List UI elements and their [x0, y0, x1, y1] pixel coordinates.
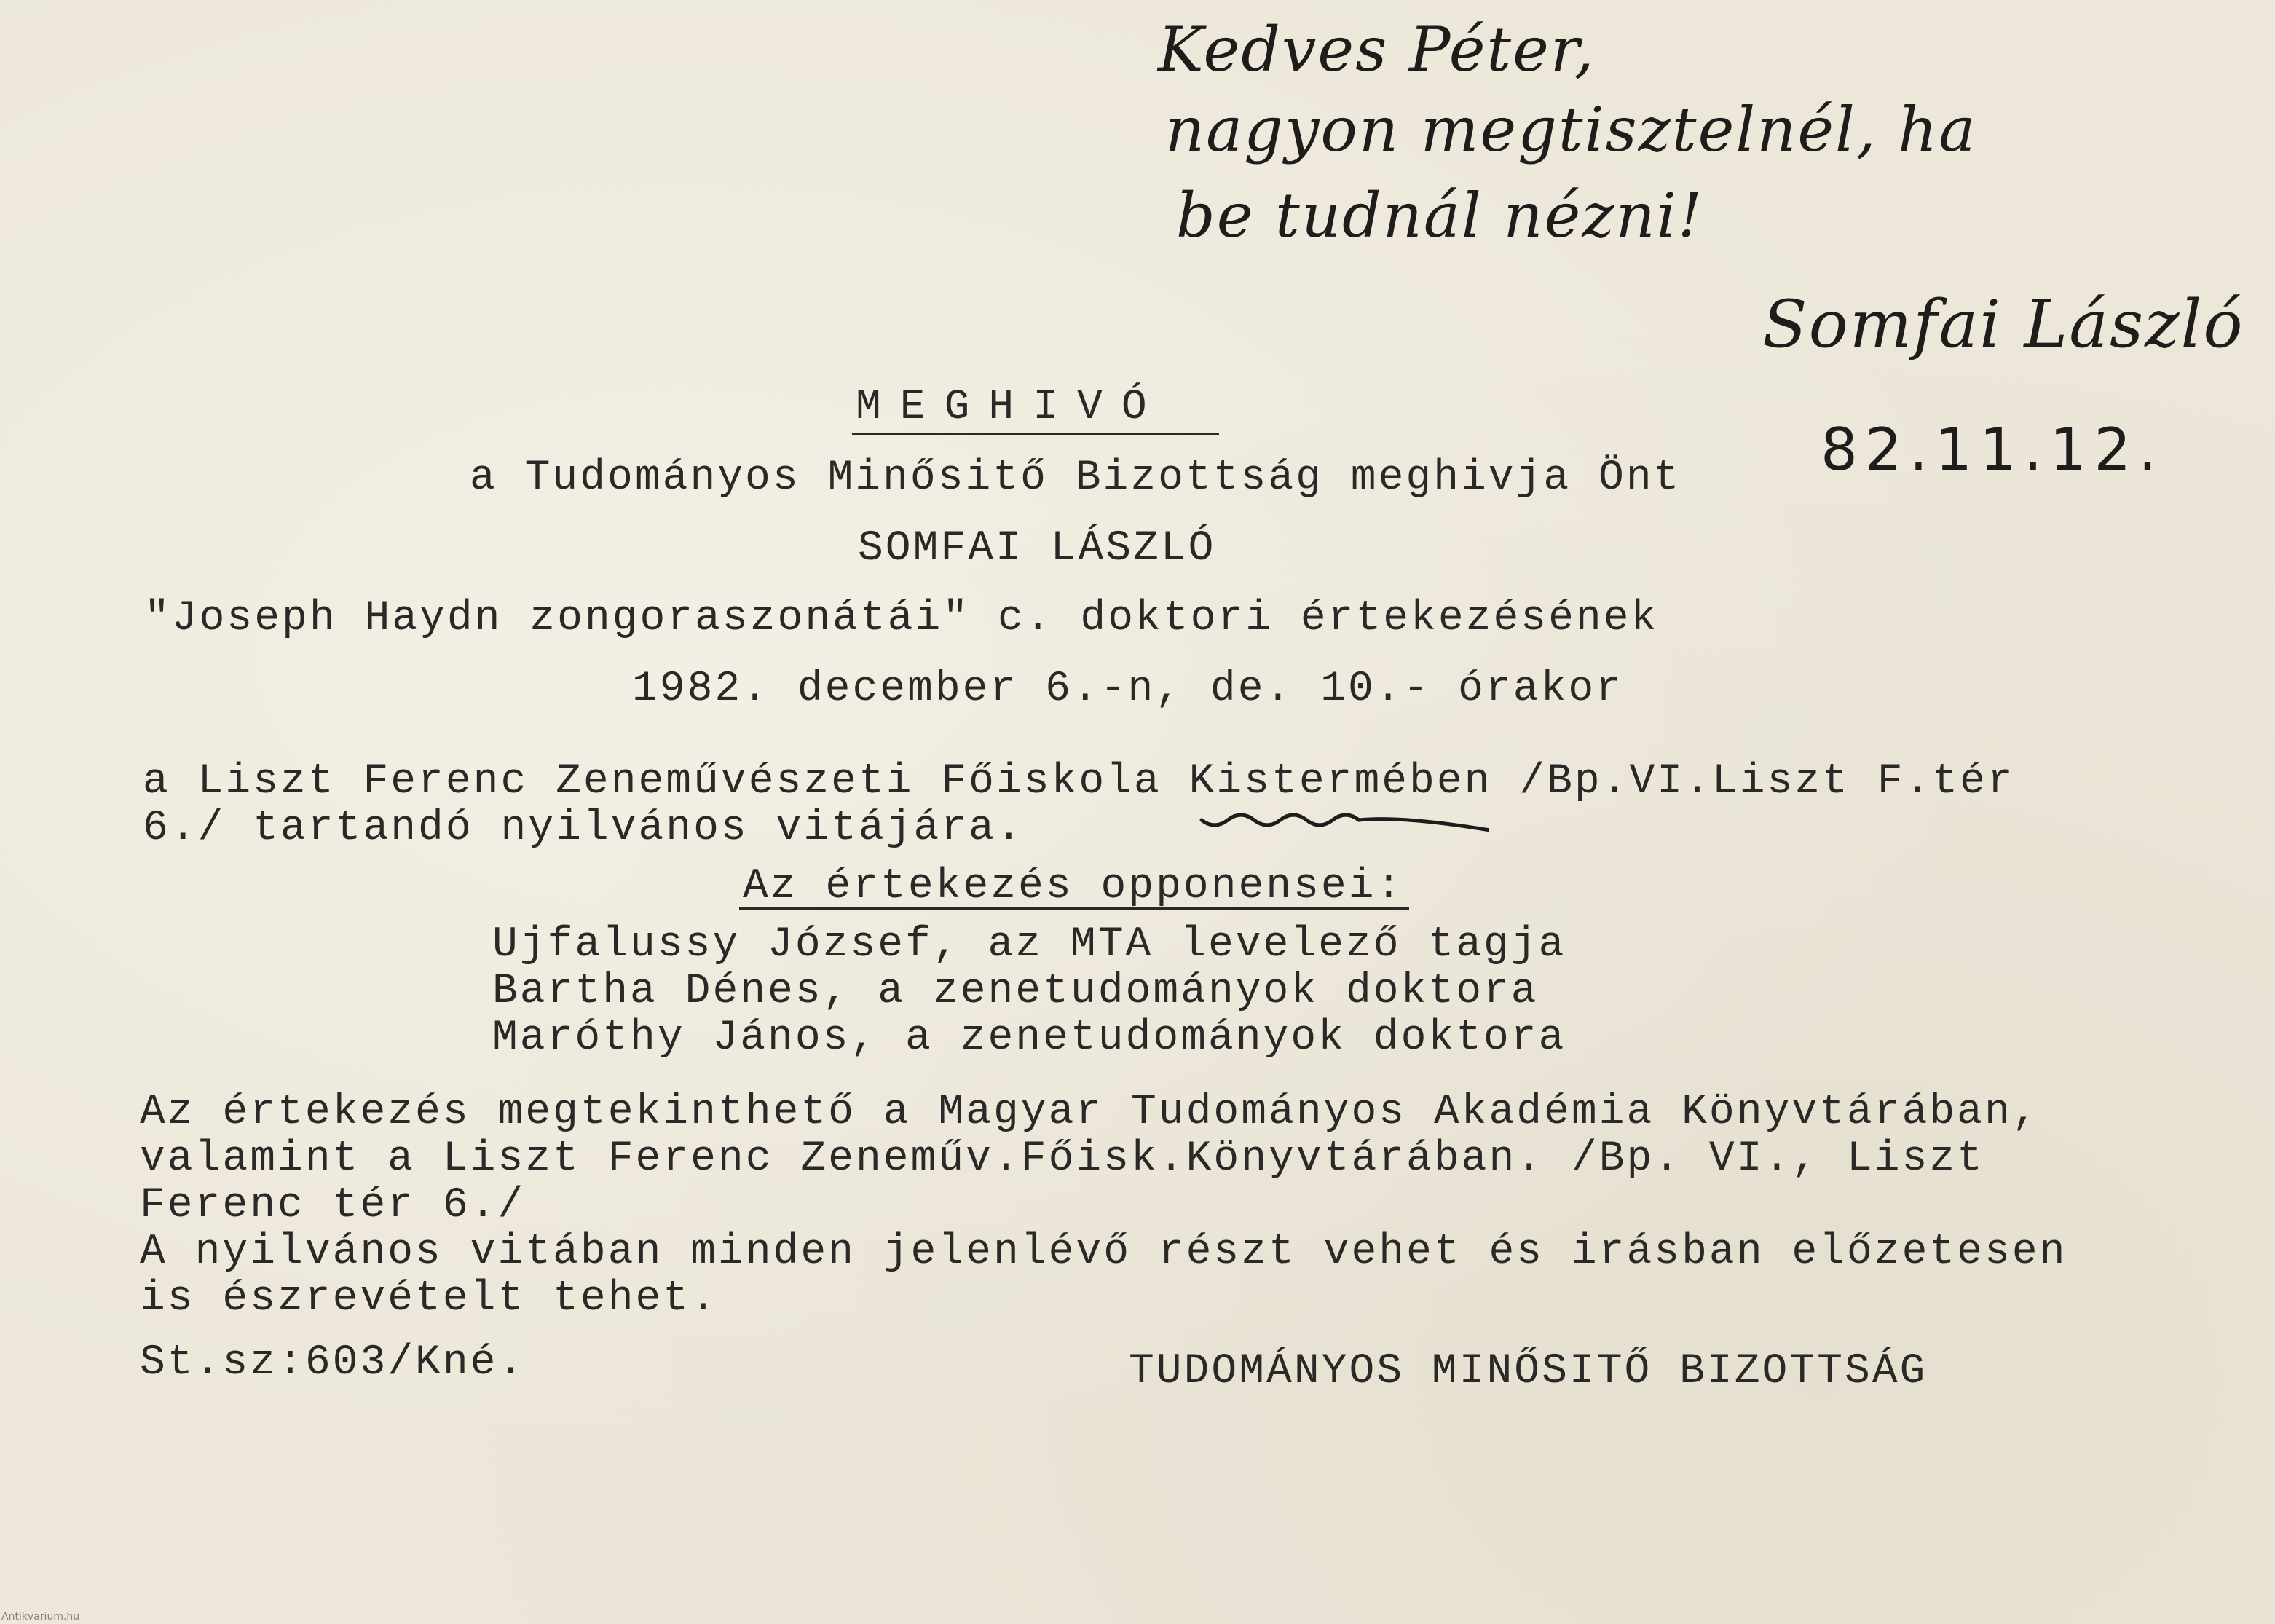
opponent-3: Maróthy János, a zenetudományok doktora — [492, 1014, 1566, 1062]
title-underline — [852, 433, 1219, 435]
opponents-heading: Az értekezés opponensei: — [743, 863, 1404, 910]
opponents-heading-underline — [739, 907, 1409, 910]
handwritten-greeting: Kedves Péter, — [1158, 14, 1596, 85]
access-line-3: Ferenc tér 6./ — [140, 1182, 526, 1229]
wavy-underline-mark — [1198, 807, 1489, 836]
access-line-4: A nyilvános vitában minden jelenlévő részt vehet és irásban előzetesen — [140, 1229, 2067, 1276]
handwritten-request-line1: nagyon megtisztelnél, ha — [1165, 94, 1977, 165]
intro-line: a Tudományos Minősitő Bizottság meghivja Önt — [470, 454, 1681, 502]
reference-number: St.sz:603/Kné. — [140, 1339, 526, 1387]
handwritten-signature: Somfai László — [1762, 286, 2244, 363]
date-line: 1982. december 6.-n, de. 10.- órakor — [632, 666, 1624, 713]
venue-line-2: 6./ tartandó nyilvános vitájára. — [143, 805, 1024, 852]
handwritten-request-line2: be tudnál nézni! — [1176, 180, 1704, 251]
opponent-2: Bartha Dénes, a zenetudományok doktora — [492, 968, 1539, 1015]
issuer-name: TUDOMÁNYOS MINŐSITŐ BIZOTTSÁG — [1129, 1348, 1928, 1395]
venue-line-1: a Liszt Ferenc Zeneművészeti Főiskola Kistermében /Bp.VI.Liszt F.tér — [143, 758, 2015, 805]
access-line-2: valamint a Liszt Ferenc Zeneműv.Főisk.Könyvtárában. /Bp. VI., Liszt — [140, 1135, 1984, 1183]
access-line-1: Az értekezés megtekinthető a Magyar Tudományos Akadémia Könyvtárában, — [140, 1089, 2040, 1136]
candidate-name: SOMFAI LÁSZLÓ — [858, 525, 1216, 572]
opponent-1: Ujfalussy József, az MTA levelező tagja — [492, 921, 1566, 969]
thesis-line: "Joseph Haydn zongoraszonátái" c. doktori értekezésének — [144, 595, 1659, 642]
watermark-text: Antikvarium.hu — [1, 1611, 80, 1623]
handwritten-date: 82.11.12. — [1821, 416, 2164, 484]
invitation-title: MEGHIVÓ — [856, 384, 1166, 431]
access-line-5: is észrevételt tehet. — [140, 1275, 718, 1323]
